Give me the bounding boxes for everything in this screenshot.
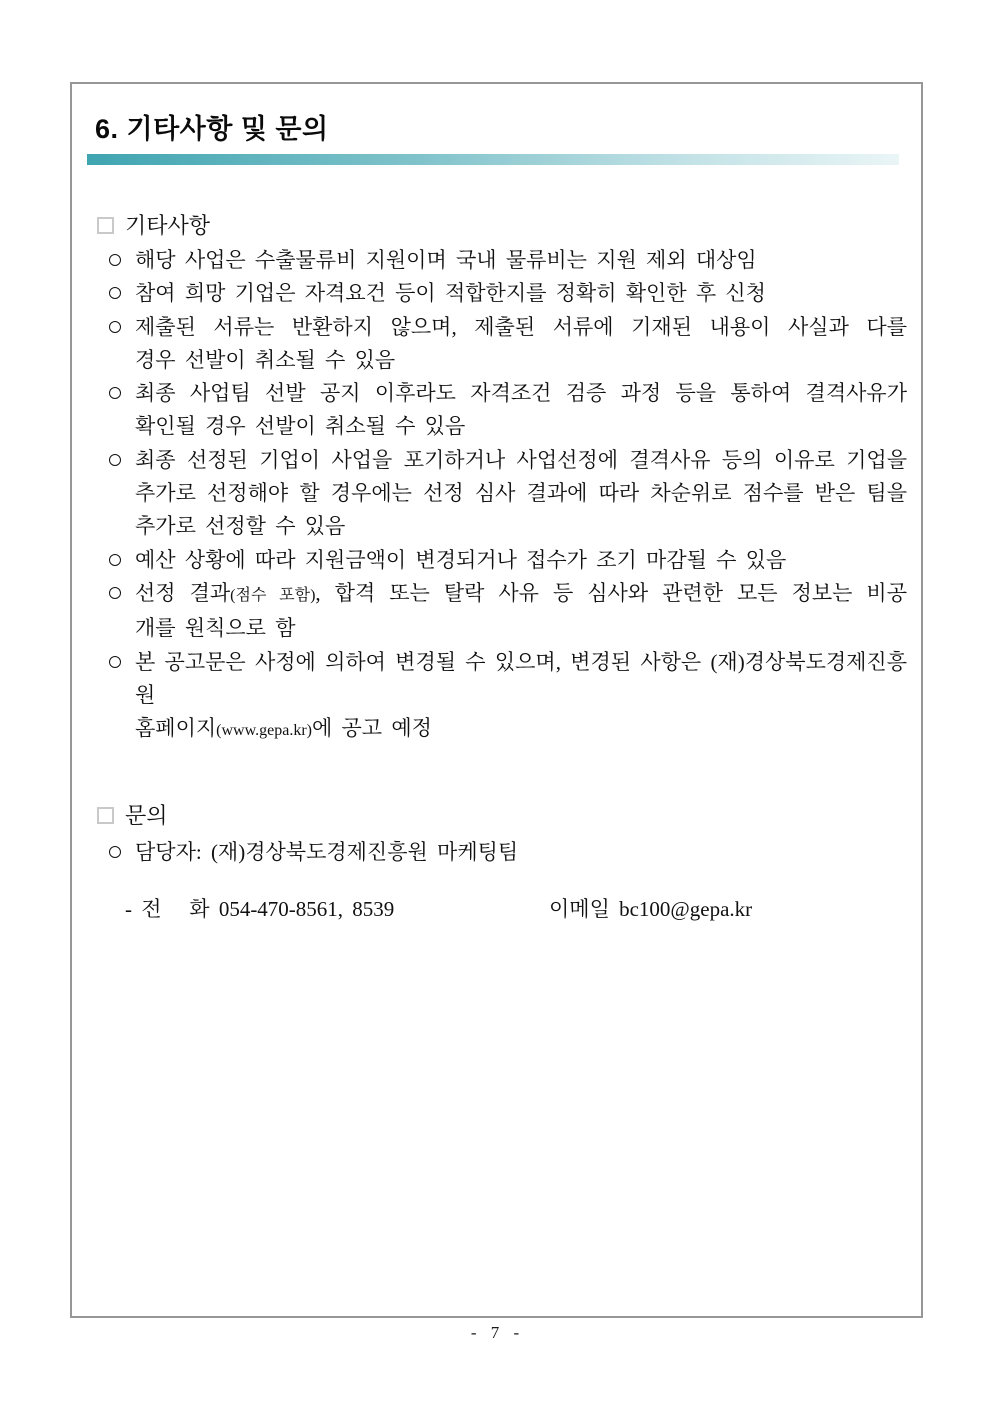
circle-bullet-icon <box>109 287 121 299</box>
section-inquiry <box>72 799 921 926</box>
item-text <box>135 477 907 510</box>
item-text-segment: 최종 사업팀 선발 공지 이후라도 자격조건 검증 과정 등을 통하여 결격사유가 <box>135 381 907 406</box>
item-line <box>72 836 921 869</box>
square-bullet-icon <box>97 217 114 234</box>
phone-number: - 전 화 054-470-8561, 8539 <box>125 896 395 921</box>
item-text <box>135 646 907 713</box>
item-text-segment: 담당자: (재)경상북도경제진흥원 마케팅팀 <box>135 840 519 865</box>
item-line <box>72 477 921 510</box>
item-text-segment: 추가로 선정할 수 있음 <box>135 514 346 539</box>
item-text <box>135 510 907 543</box>
item-text <box>135 544 907 577</box>
item-text <box>135 311 907 344</box>
item-line <box>72 712 921 747</box>
item-line <box>72 646 921 713</box>
circle-bullet-icon <box>109 321 121 333</box>
item-text-segment: 선정 결과 <box>135 580 231 605</box>
title-underline-bar <box>87 154 899 165</box>
section-etc-notes <box>72 209 921 747</box>
item-line <box>72 277 921 310</box>
item-line <box>72 410 921 443</box>
item-text-segment: 제출된 서류는 반환하지 않으며, 제출된 서류에 기재된 내용이 사실과 다를 <box>135 314 907 339</box>
etc-notes-items <box>72 244 921 747</box>
circle-bullet-icon <box>109 254 121 266</box>
item-text <box>135 612 907 645</box>
document-page <box>70 82 923 1318</box>
item-line <box>72 544 921 577</box>
item-text <box>135 712 907 747</box>
inquiry-items <box>72 836 921 869</box>
item-text <box>135 444 907 477</box>
circle-bullet-icon <box>109 454 121 466</box>
item-text-segment: 확인될 경우 선발이 취소될 수 있음 <box>135 414 466 439</box>
item-text <box>135 577 907 612</box>
item-text-segment: 개를 원칙으로 함 <box>135 616 296 641</box>
section-inquiry-heading-row <box>97 799 921 832</box>
section-heading-label: 문의 <box>125 803 168 829</box>
contact-row <box>72 893 921 926</box>
item-text-small-segment: (www.gepa.kr) <box>216 722 312 740</box>
item-text-segment: 경우 선발이 취소될 수 있음 <box>135 347 396 372</box>
item-line <box>72 444 921 477</box>
item-text-segment: , 합격 또는 탈락 사유 등 심사와 관련한 모든 정보는 비공 <box>315 580 907 605</box>
section-heading-label: 기타사항 <box>125 213 211 238</box>
circle-bullet-icon <box>109 587 121 599</box>
page-number: - 7 - <box>470 1323 522 1342</box>
item-text-segment: 추가로 선정해야 할 경우에는 선정 심사 결과에 따라 차순위로 점수를 받은 팀을 <box>135 481 907 506</box>
item-text-segment: 해당 사업은 수출물류비 지원이며 국내 물류비는 지원 제외 대상임 <box>135 248 757 272</box>
item-text-segment: 참여 희망 기업은 자격요건 등이 적합한지를 정확히 확인한 후 신청 <box>135 281 766 306</box>
item-line <box>72 311 921 344</box>
circle-bullet-icon <box>109 846 121 858</box>
item-line <box>72 510 921 543</box>
item-text <box>135 377 907 410</box>
circle-bullet-icon <box>109 554 121 566</box>
circle-bullet-icon <box>109 387 121 399</box>
square-bullet-icon <box>97 807 114 824</box>
item-text <box>135 836 907 869</box>
item-text <box>135 244 907 277</box>
item-text-segment: 에 공고 예정 <box>311 716 432 741</box>
item-text-segment: 예산 상황에 따라 지원금액이 변경되거나 접수가 조기 마감될 수 있음 <box>135 547 787 572</box>
item-line <box>72 577 921 612</box>
item-line <box>72 377 921 410</box>
page-title: 6. 기타사항 및 문의 <box>95 114 329 144</box>
item-line <box>72 612 921 645</box>
item-line <box>72 244 921 277</box>
item-text-segment: 홈페이지 <box>135 716 217 741</box>
item-text-segment: 본 공고문은 사정에 의하여 변경될 수 있으며, 변경된 사항은 (재)경상북도경제진흥원 <box>135 649 907 707</box>
item-text-segment: 최종 선정된 기업이 사업을 포기하거나 사업선정에 결격사유 등의 이유로 기업을 <box>135 447 907 472</box>
email-address: 이메일 bc100@gepa.kr <box>549 896 753 921</box>
item-text <box>135 344 907 377</box>
item-text <box>135 277 907 310</box>
item-text-small-segment: (점수 포함) <box>230 586 316 604</box>
circle-bullet-icon <box>109 656 121 668</box>
item-text <box>135 410 907 443</box>
item-line <box>72 344 921 377</box>
section-etc-heading-row <box>97 209 921 242</box>
